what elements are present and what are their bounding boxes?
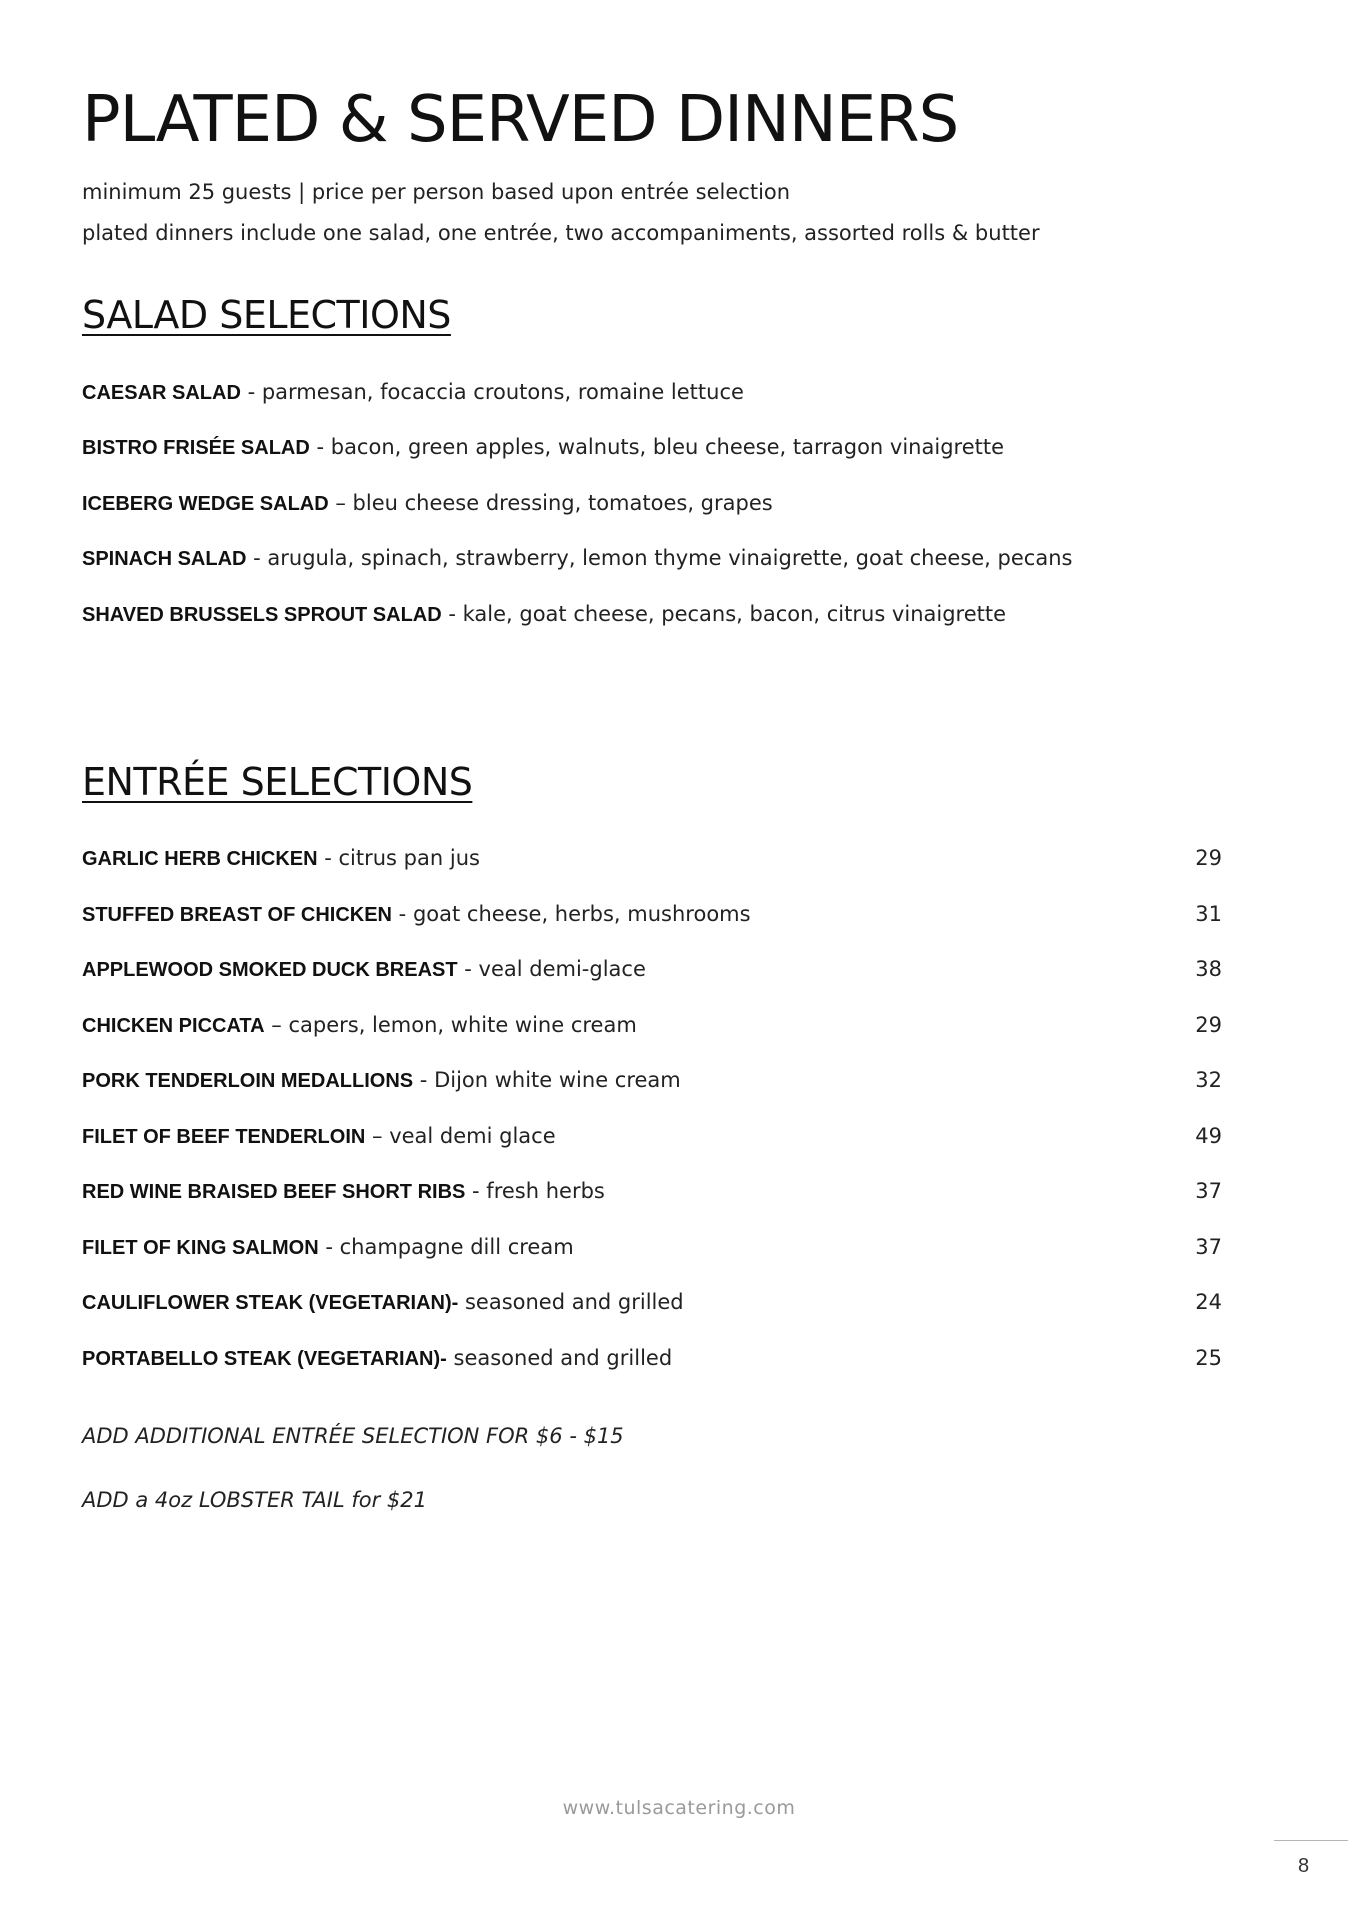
entree-item-sep [458,1290,465,1314]
salad-item-name: BISTRO FRISÉE SALAD [82,437,310,459]
salad-item-name: CAESAR SALAD [82,382,241,404]
entree-item-sep: - [317,846,339,870]
entree-item-price: 29 [1195,846,1222,870]
entree-item-desc: veal demi-glace [478,957,646,981]
entree-item [82,959,1222,980]
entree-item-name: CHICKEN PICCATA [82,1015,265,1037]
entree-item-price: 37 [1195,1179,1222,1203]
salad-item-name: SHAVED BRUSSELS SPROUT SALAD [82,604,442,626]
entree-item-name: CAULIFLOWER STEAK (VEGETARIAN)- [82,1292,459,1314]
entree-item-price: 29 [1195,1013,1222,1037]
entree-item [82,1237,1222,1258]
salad-item-name: SPINACH SALAD [82,548,247,570]
entree-item-price: 24 [1195,1290,1222,1314]
entree-item [82,904,1222,925]
salad-item-desc: kale, goat cheese, pecans, bacon, citrus vinaigrette [462,602,1007,626]
salad-item-sep: - [441,602,463,626]
additional-entree-note: ADD ADDITIONAL ENTRÉE SELECTION FOR $6 - $15 [82,1424,624,1448]
entree-item-price: 37 [1195,1235,1222,1259]
entree-item-desc: goat cheese, herbs, mushrooms [412,902,751,926]
entree-item-sep: – [264,1013,289,1037]
salad-item-sep: - [309,435,331,459]
entree-item-sep: - [318,1235,340,1259]
salad-item [82,437,1222,458]
entree-item-desc: citrus pan jus [338,846,480,870]
entree-item-name: RED WINE BRAISED BEEF SHORT RIBS [82,1181,466,1203]
entree-item-name: PORTABELLO STEAK (VEGETARIAN)- [82,1348,447,1370]
lobster-tail-note: ADD a 4oz LOBSTER TAIL for $21 [82,1488,427,1512]
footer-website: www.tulsacatering.com [562,1797,796,1819]
entree-item-name: STUFFED BREAST OF CHICKEN [82,904,392,926]
salad-item [82,493,1222,514]
entree-item-desc: Dijon white wine cream [434,1068,681,1092]
entree-item-sep: - [413,1068,435,1092]
entree-item [82,1126,1222,1147]
entree-item-desc: capers, lemon, white wine cream [288,1013,637,1037]
entree-item-name: FILET OF KING SALMON [82,1237,319,1259]
entree-item-sep [447,1346,454,1370]
entree-item-sep: - [457,957,479,981]
entree-item-name: PORK TENDERLOIN MEDALLIONS [82,1070,414,1092]
subtitle-includes: plated dinners include one salad, one entrée, two accompaniments, assorted rolls & butter [82,221,1040,245]
salad-item [82,382,1222,403]
salad-item-name: ICEBERG WEDGE SALAD [82,493,329,515]
entree-item [82,1015,1222,1036]
entree-item [82,848,1222,869]
salad-item-desc: arugula, spinach, strawberry, lemon thyme vinaigrette, goat cheese, pecans [267,546,1073,570]
salad-section-heading: SALAD SELECTIONS [82,293,451,337]
entree-item-sep: - [465,1179,487,1203]
entree-item-name: APPLEWOOD SMOKED DUCK BREAST [82,959,458,981]
entree-item [82,1070,1222,1091]
salad-item-sep: - [240,380,262,404]
salad-item [82,548,1222,569]
page-number-rule [1274,1840,1348,1841]
entree-item-desc: seasoned and grilled [453,1346,673,1370]
salad-item-sep: - [246,546,268,570]
entree-item-sep: – [365,1124,390,1148]
salad-item-desc: bleu cheese dressing, tomatoes, grapes [352,491,773,515]
entree-item-sep: - [392,902,413,926]
entree-item-desc: fresh herbs [486,1179,605,1203]
salad-item-desc: bacon, green apples, walnuts, bleu cheese, tarragon vinaigrette [330,435,1005,459]
entree-item [82,1348,1222,1369]
entree-item-desc: champagne dill cream [339,1235,574,1259]
page-number: 8 [1298,1855,1310,1877]
salad-item-sep: – [328,491,353,515]
entree-item-desc: veal demi glace [389,1124,556,1148]
subtitle-guests: minimum 25 guests | price per person based upon entrée selection [82,180,791,204]
entree-item [82,1292,1222,1313]
entree-item-price: 49 [1195,1124,1222,1148]
entree-item [82,1181,1222,1202]
entree-item-name: FILET OF BEEF TENDERLOIN [82,1126,366,1148]
entree-item-desc: seasoned and grilled [464,1290,684,1314]
entree-item-price: 25 [1195,1346,1222,1370]
entree-item-price: 32 [1195,1068,1222,1092]
entree-item-price: 38 [1195,957,1222,981]
salad-item-desc: parmesan, focaccia croutons, romaine lettuce [261,380,744,404]
entree-item-price: 31 [1195,902,1222,926]
entree-section-heading: ENTRÉE SELECTIONS [82,760,473,804]
entree-item-name: GARLIC HERB CHICKEN [82,848,318,870]
salad-item [82,604,1222,625]
page-title: PLATED & SERVED DINNERS [82,83,959,157]
